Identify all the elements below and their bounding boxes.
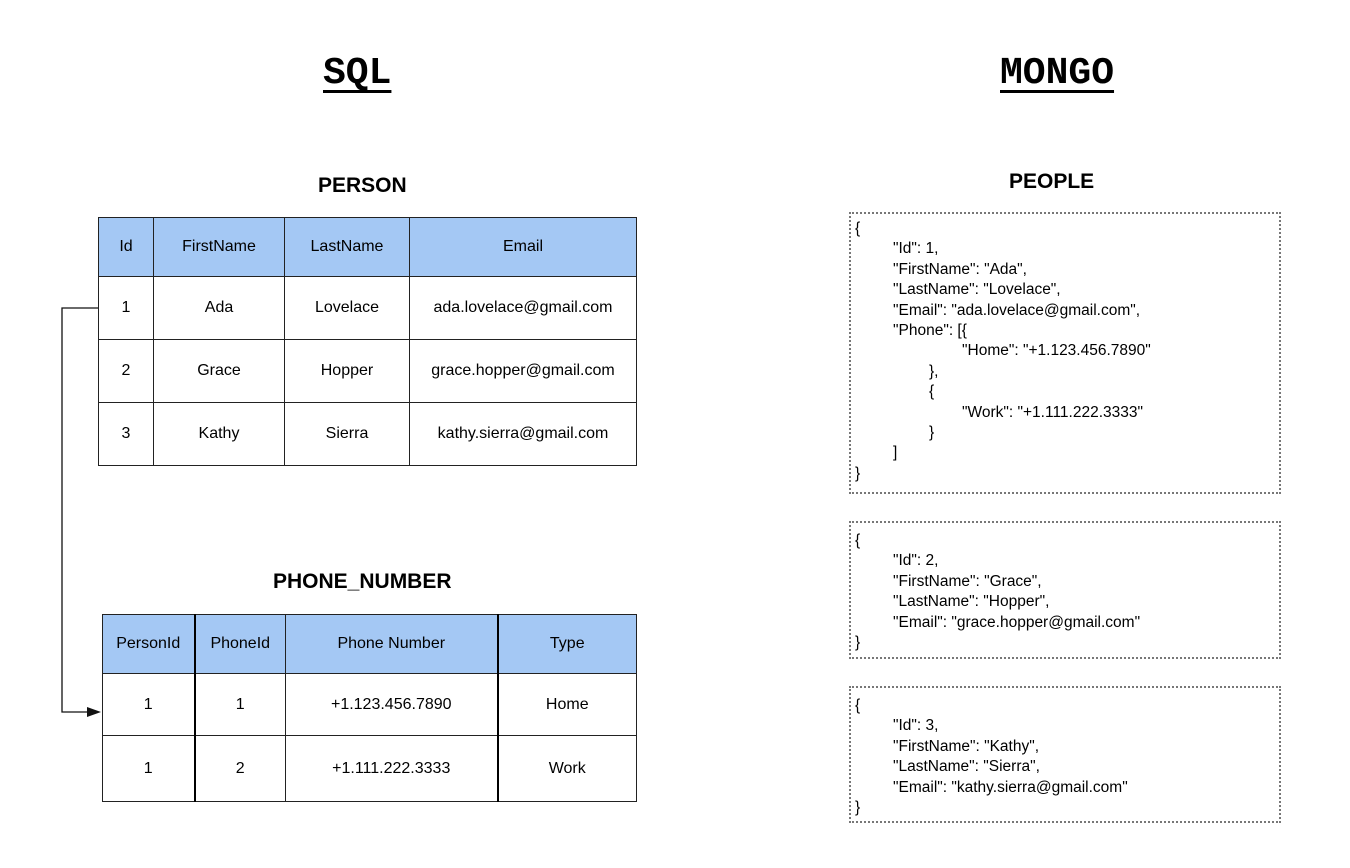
json-line: "Id": 3, bbox=[893, 717, 939, 735]
json-line: "Email": "ada.lovelace@gmail.com", bbox=[893, 301, 1141, 319]
json-line: "Home": "+1.123.456.7890" bbox=[962, 342, 1151, 360]
table-cell: Kathy bbox=[154, 403, 285, 466]
table-cell: 1 bbox=[99, 277, 154, 340]
json-line: "LastName": "Sierra", bbox=[893, 758, 1040, 776]
table-cell: Sierra bbox=[285, 403, 410, 466]
table-cell: Grace bbox=[154, 340, 285, 403]
json-line: "Phone": [{ bbox=[893, 321, 967, 339]
column-header-phoneid: PhoneId bbox=[195, 615, 286, 674]
table-cell: Ada bbox=[154, 277, 285, 340]
json-line: { bbox=[855, 697, 861, 714]
json-line: "Work": "+1.111.222.3333" bbox=[962, 403, 1143, 421]
column-header-email: Email bbox=[410, 218, 637, 277]
table-cell: Lovelace bbox=[285, 277, 410, 340]
column-header-phone-number: Phone Number bbox=[286, 615, 498, 674]
column-header-firstname: FirstName bbox=[154, 218, 285, 277]
document-card bbox=[849, 212, 1281, 494]
json-line: } bbox=[855, 633, 861, 651]
table-cell: 3 bbox=[99, 403, 154, 466]
table-cell: 2 bbox=[99, 340, 154, 403]
column-header-personid: PersonId bbox=[103, 615, 195, 674]
table-cell: +1.111.222.3333 bbox=[286, 736, 498, 802]
table-cell: 1 bbox=[103, 674, 195, 736]
table-cell: kathy.sierra@gmail.com bbox=[410, 403, 637, 466]
json-line: "Id": 2, bbox=[893, 552, 939, 570]
table-cell: 1 bbox=[103, 736, 195, 802]
connector-arrowhead-icon bbox=[87, 707, 101, 717]
table-cell: Hopper bbox=[285, 340, 410, 403]
json-line: "FirstName": "Kathy", bbox=[893, 737, 1040, 755]
json-line: { bbox=[855, 532, 861, 549]
table-cell: ada.lovelace@gmail.com bbox=[410, 277, 637, 340]
json-line: "Id": 1, bbox=[893, 240, 939, 258]
json-line: } bbox=[855, 464, 861, 482]
column-header-lastname: LastName bbox=[285, 218, 410, 277]
table-cell: +1.123.456.7890 bbox=[286, 674, 498, 736]
table-cell: Home bbox=[498, 674, 637, 736]
person-table-title: PERSON bbox=[318, 174, 407, 197]
json-line: "LastName": "Lovelace", bbox=[893, 281, 1061, 299]
json-line: { bbox=[855, 220, 861, 237]
connector-line bbox=[62, 308, 98, 712]
json-line: { bbox=[929, 383, 935, 401]
json-line: "Email": "kathy.sierra@gmail.com" bbox=[893, 778, 1128, 796]
json-line: ] bbox=[893, 444, 898, 462]
json-line: "FirstName": "Grace", bbox=[893, 572, 1042, 590]
column-header-type: Type bbox=[498, 615, 637, 674]
json-line: "FirstName": "Ada", bbox=[893, 260, 1027, 278]
table-cell: Work bbox=[498, 736, 637, 802]
json-line: }, bbox=[929, 362, 939, 380]
document-card bbox=[849, 686, 1281, 823]
sql-heading: SQL bbox=[323, 52, 392, 95]
mongo-heading: MONGO bbox=[1000, 52, 1115, 95]
json-line: } bbox=[929, 423, 935, 441]
table-cell: 2 bbox=[195, 736, 286, 802]
json-line: "LastName": "Hopper", bbox=[893, 593, 1050, 611]
table-cell: 1 bbox=[195, 674, 286, 736]
document-card bbox=[849, 521, 1281, 659]
json-line: } bbox=[855, 798, 861, 816]
table-cell: grace.hopper@gmail.com bbox=[410, 340, 637, 403]
phone-table-title: PHONE_NUMBER bbox=[273, 570, 452, 593]
column-header-id: Id bbox=[99, 218, 154, 277]
json-line: "Email": "grace.hopper@gmail.com" bbox=[893, 613, 1141, 631]
people-collection-title: PEOPLE bbox=[1009, 170, 1095, 193]
